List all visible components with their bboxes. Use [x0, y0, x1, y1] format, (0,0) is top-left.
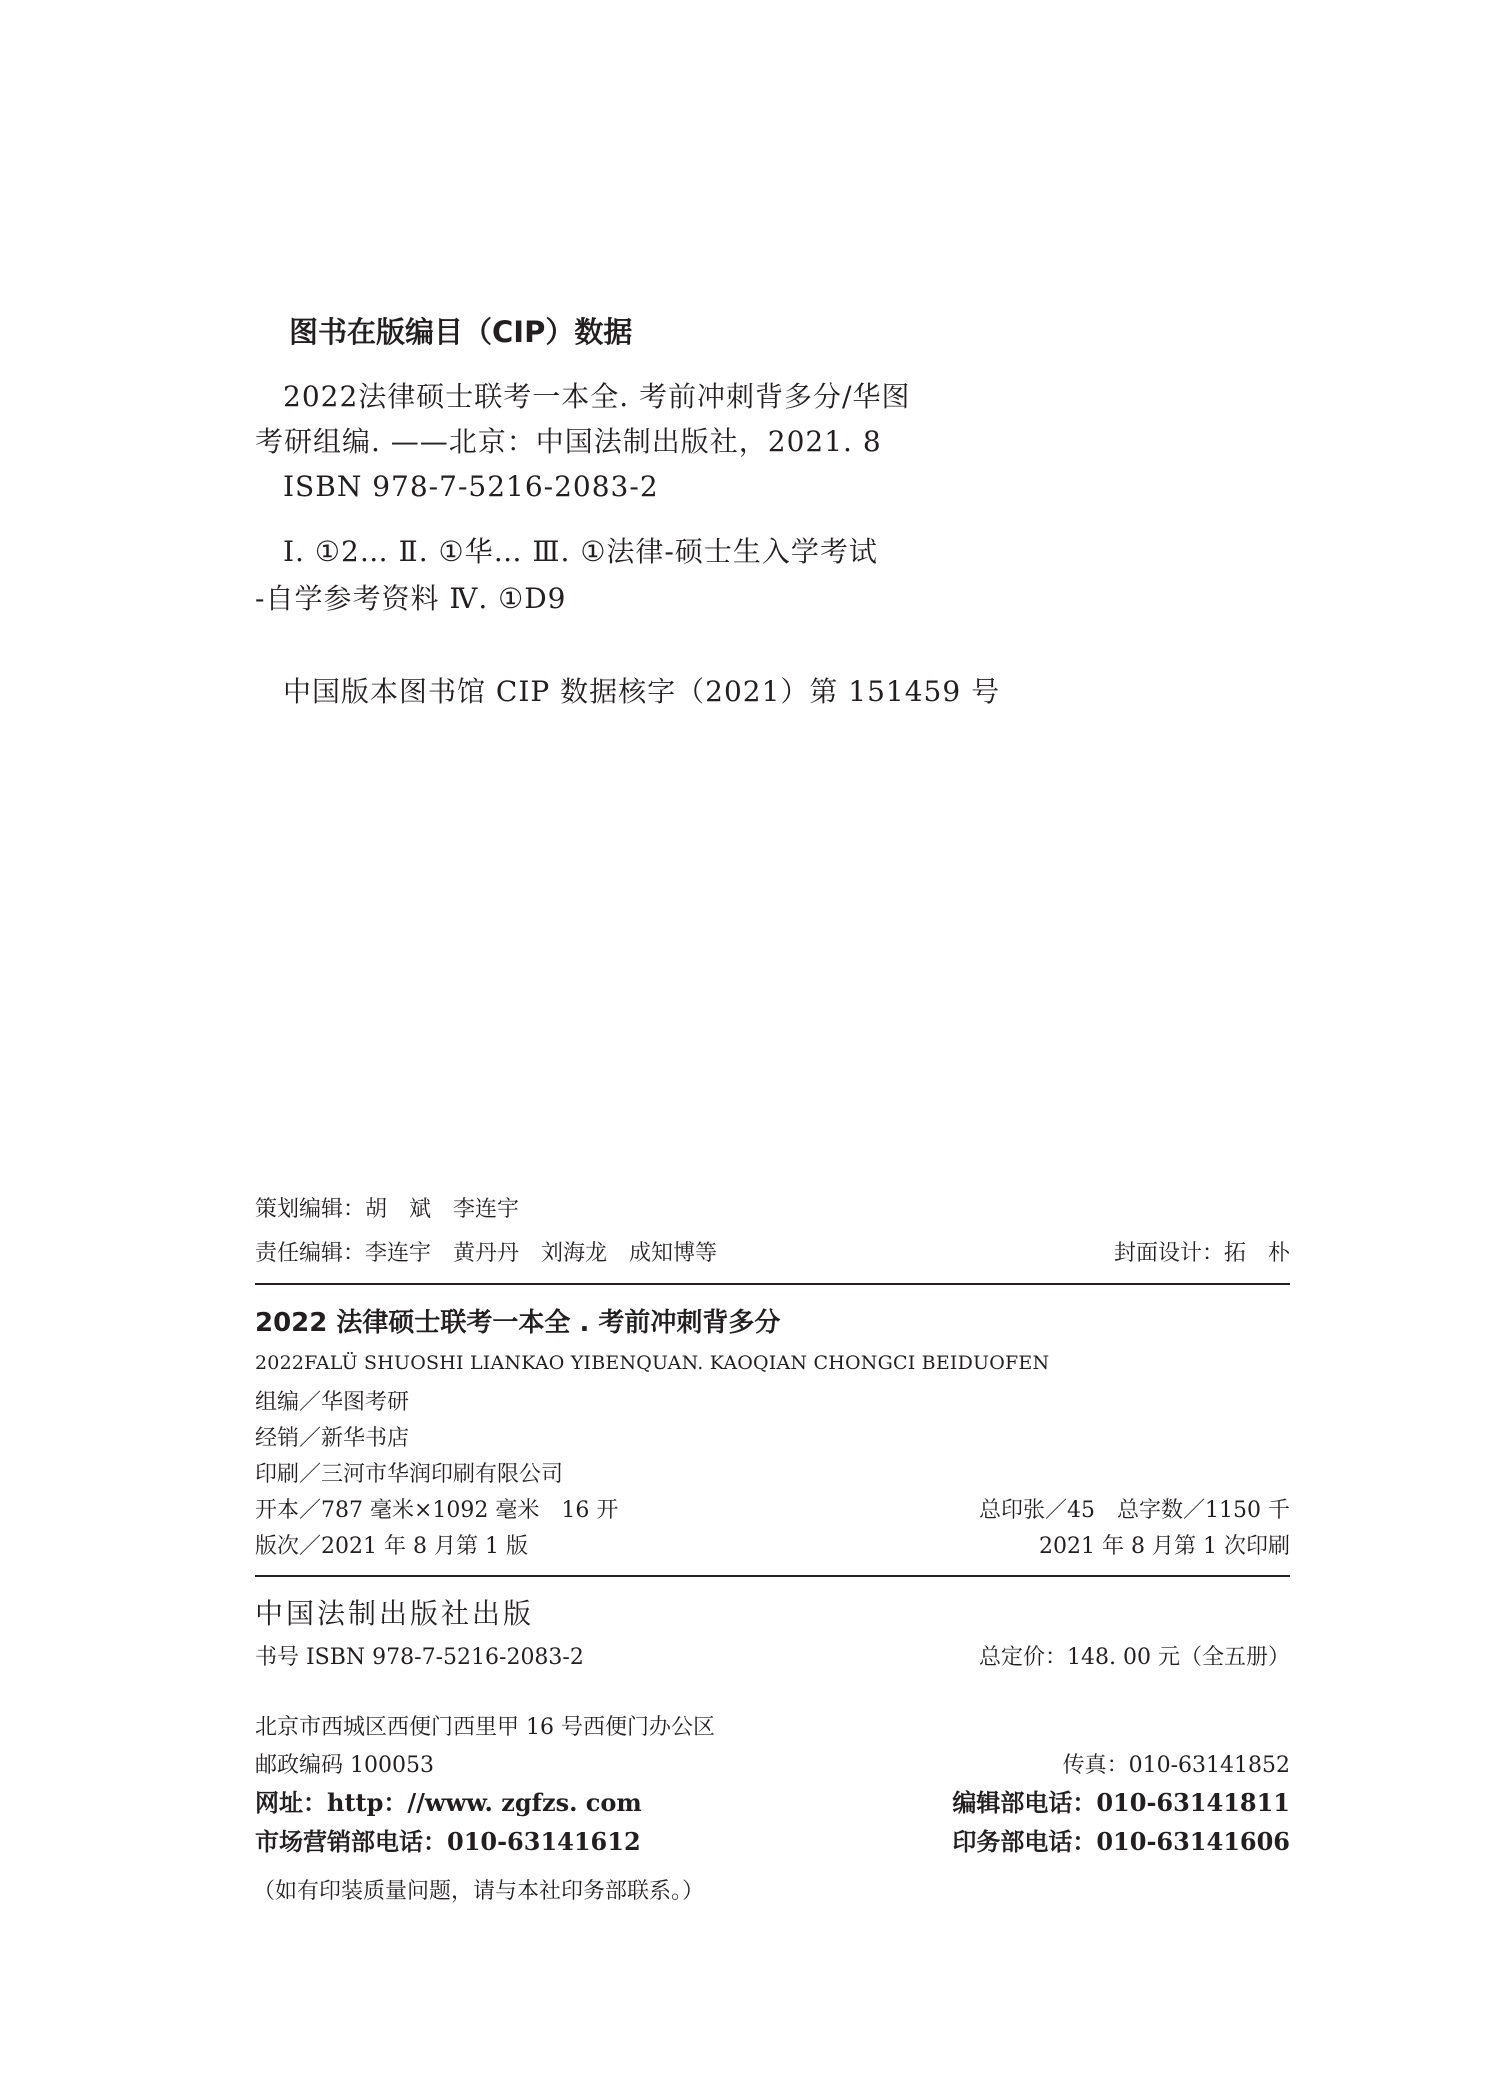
cover-design: 封面设计：拓 朴 — [1113, 1241, 1290, 1266]
cip-isbn: ISBN 978-7-5216-2083-2 — [283, 470, 659, 503]
cip-classification-1: Ⅰ. ①2… Ⅱ. ①华… Ⅲ. ①法律-硕士生入学考试 — [283, 535, 878, 568]
book-title-cn: 2022 法律硕士联考一本全 . 考前冲刺背多分 — [255, 1308, 781, 1338]
compiler: 组编／华图考研 — [255, 1390, 410, 1415]
printing-phone: 印务部电话：010-63141606 — [952, 1827, 1290, 1856]
planning-editor: 策划编辑：胡 斌 李连宇 — [255, 1197, 520, 1222]
fax: 传真：010-63141852 — [1062, 1753, 1290, 1778]
printer: 印刷／三河市华润印刷有限公司 — [255, 1462, 564, 1487]
publisher-address: 北京市西城区西便门西里甲 16 号西便门办公区 — [255, 1715, 715, 1740]
cip-publication-line: 考研组编. ——北京：中国法制出版社，2021. 8 — [255, 425, 882, 458]
quality-note: （如有印装质量问题，请与本社印务部联系。） — [253, 1879, 705, 1904]
responsible-editor: 责任编辑：李连宇 黄丹丹 刘海龙 成知博等 — [255, 1241, 718, 1266]
printing: 2021 年 8 月第 1 次印刷 — [1039, 1534, 1290, 1559]
sheets-words: 总印张／45 总字数／1150 千 — [979, 1498, 1290, 1523]
edition: 版次／2021 年 8 月第 1 版 — [255, 1534, 528, 1559]
publisher-name: 中国法制出版社出版 — [255, 1597, 535, 1630]
cip-title: 图书在版编目（CIP）数据 — [289, 315, 633, 349]
cip-classification-2: -自学参考资料 Ⅳ. ①D9 — [255, 582, 567, 615]
top-divider — [255, 1283, 1290, 1285]
distributor: 经销／新华书店 — [255, 1426, 410, 1451]
book-format: 开本／787 毫米×1092 毫米 16 开 — [255, 1498, 619, 1523]
postcode: 邮政编码 100053 — [255, 1753, 434, 1778]
middle-divider — [255, 1575, 1290, 1577]
book-title-en: 2022FALÜ SHUOSHI LIANKAO YIBENQUAN. KAOQIAN CHONGCI BEIDUOFEN — [255, 1352, 1050, 1374]
editorial-phone: 编辑部电话：010-63141811 — [952, 1788, 1290, 1817]
website: 网址：http：//www. zgfzs. com — [255, 1788, 642, 1817]
cip-verification-number: 中国版本图书馆 CIP 数据核字（2021）第 151459 号 — [283, 675, 1001, 708]
marketing-phone: 市场营销部电话：010-63141612 — [255, 1827, 641, 1856]
total-price: 总定价：148. 00 元（全五册） — [979, 1645, 1290, 1670]
book-number: 书号 ISBN 978-7-5216-2083-2 — [255, 1645, 584, 1670]
cip-book-title-line: 2022法律硕士联考一本全. 考前冲刺背多分/华图 — [283, 380, 911, 413]
